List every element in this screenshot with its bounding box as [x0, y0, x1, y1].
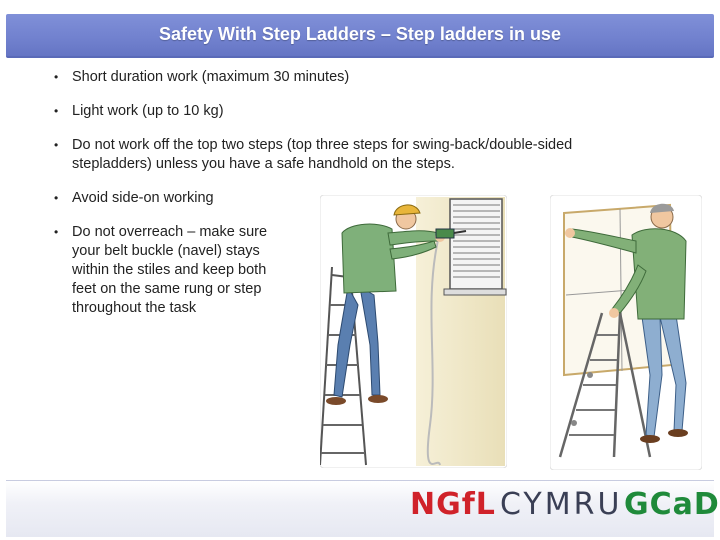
- bullet-item: [52, 68, 642, 87]
- cymru-logo: CYMRU: [500, 487, 623, 522]
- bullet-item: [52, 136, 642, 174]
- illustration-drilling-on-stepladder: [320, 195, 507, 468]
- gcad-logo: GCaD: [624, 487, 720, 522]
- bullet-item: [52, 189, 342, 208]
- bullet-item: [52, 102, 642, 121]
- bullet-text: Short duration work (maximum 30 minutes): [72, 69, 350, 85]
- bullet-icon: •: [54, 104, 59, 118]
- bullet-icon: •: [54, 70, 59, 84]
- bullet-text: Light work (up to 10 kg): [72, 103, 224, 119]
- slide-title: Safety With Step Ladders – Step ladders in use: [159, 24, 561, 44]
- bullet-icon: •: [54, 225, 59, 239]
- bullet-item: [52, 223, 292, 318]
- title-bar: [6, 14, 714, 58]
- bullet-text: Do not overreach – make sure your belt buckle (navel) stays within the stiles and keep both feet on the same rung or step throughout the task: [72, 224, 268, 316]
- bullet-icon: •: [54, 191, 59, 205]
- bullet-text: Avoid side-on working: [72, 190, 214, 206]
- illustration-marking-wall-on-stepladder: [550, 195, 702, 470]
- ngfl-logo: NGfL: [410, 487, 496, 522]
- bullet-text: Do not work off the top two steps (top three steps for swing-back/double-sided stepladders) unless you have a safe handhold on the steps.: [72, 137, 573, 172]
- bullet-icon: •: [54, 138, 59, 152]
